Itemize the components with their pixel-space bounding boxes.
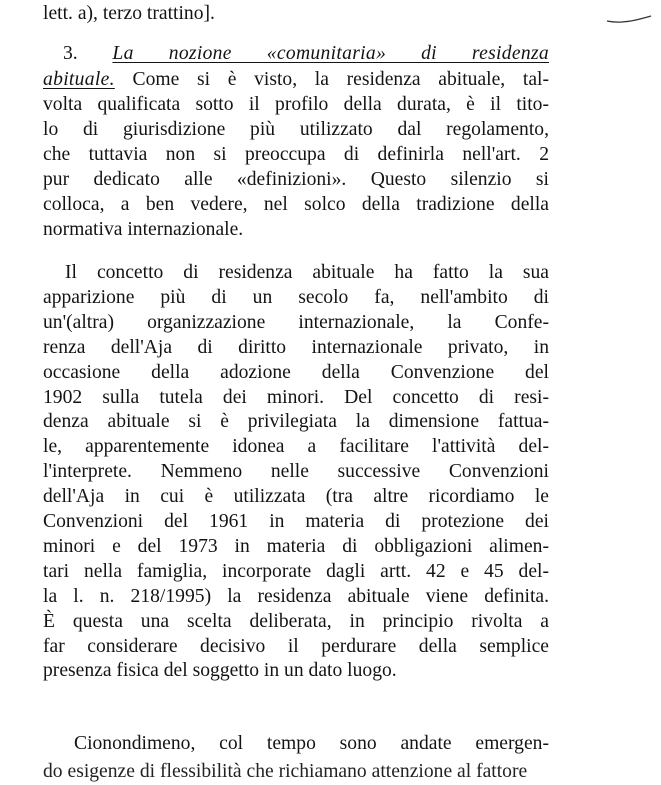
text-line: normativa internazionale. [43, 218, 244, 240]
text-line: apparizione più di un secolo fa, nell'ambito di [43, 286, 549, 308]
text-line: dell'Aja in cui è utilizzata (tra altre ricordiamo le [43, 486, 549, 508]
cut-off-line: do esigenze di flessibilità che richiamano attenzione al fattore [43, 761, 528, 782]
text-line: minori e del 1973 in materia di obbligazioni alimen- [43, 535, 549, 557]
text-line: colloca, a ben vedere, nel solco della tradizione della [43, 193, 549, 215]
text-line: pur dedicato alle «definizioni». Questo silenzio si [43, 168, 549, 190]
section-title-continued: abituale. [43, 69, 115, 90]
text-line: Convenzioni del 1961 in materia di protezione dei [43, 511, 549, 532]
text-line: far considerare decisivo il perdurare della semplice [43, 635, 549, 657]
section-number: 3. [63, 43, 78, 64]
paragraph-text: Come si è visto, la residenza abituale, tal- [114, 69, 549, 90]
text-line: È questa una scelta deliberata, in principio rivolta a [43, 610, 549, 632]
pen-mark [606, 14, 652, 24]
section-first-line [43, 67, 549, 93]
top-line: lett. a), terzo trattino]. [43, 3, 215, 24]
text-line: che tuttavia non si preoccupa di definirla nell'art. 2 [43, 143, 549, 165]
text-line: un'(altra) organizzazione internazionale, la Confe- [43, 311, 549, 333]
text-line: le, apparentemente idonea a facilitare l'attività del- [43, 436, 549, 458]
section-title: La nozione «comunitaria» di residenza [112, 43, 549, 64]
text-line: tari nella famiglia, incorporate dagli artt. 42 e 45 del- [43, 560, 549, 582]
text-line: presenza fisica del soggetto in un dato luogo. [43, 660, 397, 682]
text-line: occasione della adozione della Convenzione del [43, 361, 549, 383]
text-line: la l. n. 218/1995) la residenza abituale viene definita. [43, 585, 549, 607]
paragraph-3-first-line: Cionondimeno, col tempo sono andate emergen- [74, 733, 549, 754]
text-line: lo di giurisdizione più utilizzato dal regolamento, [43, 118, 549, 140]
text-line: l'interprete. Nemmeno nelle successive Convenzioni [43, 461, 549, 483]
section-heading [63, 41, 549, 67]
text-line: Il concetto di residenza abituale ha fatto la sua [65, 262, 549, 283]
text-line: volta qualificata sotto il profilo della durata, è il tito- [43, 94, 549, 115]
text-line: 1902 sulla tutela dei minori. Del concetto di resi- [43, 386, 549, 408]
text-line: renza dell'Aja di diritto internazionale privato, in [43, 336, 549, 358]
text-line: denza abituale si è privilegiata la dimensione fattua- [43, 411, 549, 433]
